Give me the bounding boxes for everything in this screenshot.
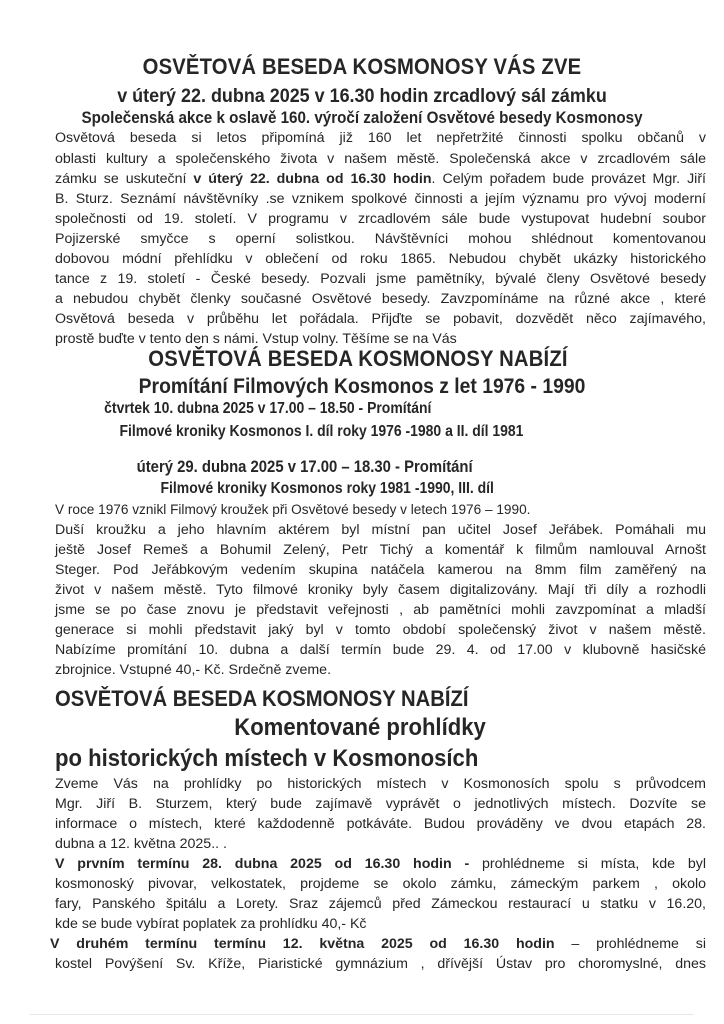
section3-para-line: kde se bude vybírat poplatek za prohlídku 40,- Kč: [55, 916, 367, 932]
section2-para-line: ještě Josef Remeš a Bohumil Zelený, Petr Tichý a komentář k filmům namlouval Arnošt: [55, 542, 706, 558]
bold-term2: V druhém termínu termínu 12. května 2025 od 16.30 hodin: [50, 936, 555, 952]
section1-para-line: oblasti kultury a společenského života v našem městě. Společenská akce v zrcadlovém sále: [55, 151, 706, 167]
section2-para-line: život v našem městě. Tyto filmové kroniky byly časem digitalizovány. Mají tři díly a rozhodli: [55, 582, 706, 598]
section2-para-line: Steger. Pod Jeřábkovým vedením skupina natáčela kamerou na 8mm film zaměřený na: [55, 562, 706, 578]
section1-para-line: B. Sturz. Seznámí návštěvníky .se vznikem spolkové činnosti a jejím významu pro vývoj moderní: [55, 191, 706, 207]
section2-para-line: V roce 1976 vznikl Filmový kroužek při Osvětové besedy v letech 1976 – 1990.: [55, 502, 531, 518]
section3-subtitle2: po historických místech v Kosmonosích: [55, 745, 479, 772]
text-run: zámku se uskuteční: [55, 171, 194, 187]
section1-subtitle: Společenská akce k oslavě 160. výročí založení Osvětové besedy Kosmonosy: [81, 109, 643, 127]
section1-para-line: a nebudou chybět členky současné Osvětové besedy. Zavzpomínáme na různé akce , které: [55, 291, 706, 307]
section2-title: OSVĚTOVÁ BESEDA KOSMONOSY NABÍZÍ: [148, 346, 568, 371]
screening1-date: čtvrtek 10. dubna 2025 v 17.00 – 18.50 - Promítání: [104, 400, 432, 417]
section1-para-line: dobovou módní přehlídku v oblečení od roku 1865. Nebudou chybět ukázky historického: [55, 251, 706, 267]
section2-para-line: Nabízíme promítání 10. dubna a další termín bude 29. 4. od 17.00 v klubovně hasičské: [55, 642, 706, 658]
section1-para-line: tance z 19. století - České besedy. Pozvali jsme pamětníky, bývalé členy Osvětové besedy: [55, 271, 706, 287]
section2-para-line: zbrojnice. Vstupné 40,- Kč. Srdečně zveme.: [55, 662, 332, 678]
section1-date-line: v úterý 22. dubna 2025 v 16.30 hodin zrcadlový sál zámku: [117, 85, 607, 107]
section2-para-line: jsme se po čase znovu je představit veřejnosti , ab pamětníci mohli zavzpomínat a mladší: [55, 602, 706, 618]
bold-date: v úterý 22. dubna od 16.30 hodin: [193, 171, 432, 187]
text-run: prohlédneme si místa, kde byl: [469, 856, 706, 872]
section3-para-line: kosmonoský pivovar, velkostatek, projdeme se okolo zámku, zámeckým parkem , okolo: [55, 876, 706, 892]
section2-para-line: generace si mohli představit jaký byl v tomto období společenský život v našem městě.: [55, 622, 706, 638]
section3-para-line: Mgr. Jiří B. Sturzem, který bude zajímavě vyprávět o jednotlivých místech. Dozvíte se: [55, 796, 706, 812]
section1-para-line: prostě buďte v tento den s námi. Vstup volny. Těšíme se na Vás: [55, 331, 457, 347]
page-bottom-edge: [30, 1014, 694, 1015]
screening2-date: úterý 29. dubna 2025 v 17.00 – 18.30 - Promítání: [136, 458, 473, 476]
screening2-description: Filmové kroniky Kosmonos roky 1981 -1990, III. díl: [160, 480, 494, 497]
section2-subtitle: Promítání Filmových Kosmonos z let 1976 - 1990: [138, 375, 586, 398]
section3-para-line: Zveme Vás na prohlídky po historických místech v Kosmonosích spolu s průvodcem: [55, 776, 706, 792]
section3-para-line: [50, 937, 706, 951]
section1-para-line: Osvětová beseda si letos připomíná již 160 let nepřetržité činnosti spolku občanů v: [55, 130, 706, 146]
bold-term1: V prvním termínu 28. dubna 2025 od 16.30 hodin -: [55, 856, 470, 872]
section1-para-line: Osvětová beseda v průběhu let pořádala. Přijďte se pobavit, dozvědět něco zajímavého,: [55, 311, 706, 327]
section3-para-line: [55, 857, 706, 871]
section3-para-line: kostel Povýšení Sv. Kříže, Piaristické gymnázium , dřívější Ústav pro choromyslné, dnes: [55, 956, 706, 972]
section1-para-line: Pojizerské smyčce s operní solistkou. Návštěvníci mohou shlédnout komentovanou: [55, 231, 706, 247]
section1-para-line: společnosti od 19. století. V programu v zrcadlovém sále bude vystupovat hudební soubor: [55, 211, 706, 227]
section1-para-line: [55, 172, 706, 186]
screening1-description: Filmové kroniky Kosmonos I. díl roky 1976 -1980 a II. díl 1981: [119, 423, 524, 440]
section3-title: OSVĚTOVÁ BESEDA KOSMONOSY NABÍZÍ: [55, 686, 469, 711]
section3-para-line: dubna a 12. května 2025.. .: [55, 836, 227, 852]
text-run: – prohlédneme si: [554, 936, 707, 952]
section3-subtitle1: Komentované prohlídky: [234, 714, 486, 741]
text-run: . Celým pořadem bude provázet Mgr. Jiří: [431, 171, 706, 187]
section2-para-line: Duší kroužku a jeho hlavním aktérem byl místní pan učitel Josef Jeřábek. Pomáhali mu: [55, 522, 706, 538]
section3-para-line: informace o místech, které každodenně potkáváte. Budou prováděny ve dvou etapách 28.: [55, 816, 706, 832]
section3-para-line: fary, Panského špitálu a Lorety. Sraz zájemců před Zámeckou restaurací u statku v 16.20,: [55, 896, 706, 912]
section1-title: OSVĚTOVÁ BESEDA KOSMONOSY VÁS ZVE: [142, 54, 582, 79]
